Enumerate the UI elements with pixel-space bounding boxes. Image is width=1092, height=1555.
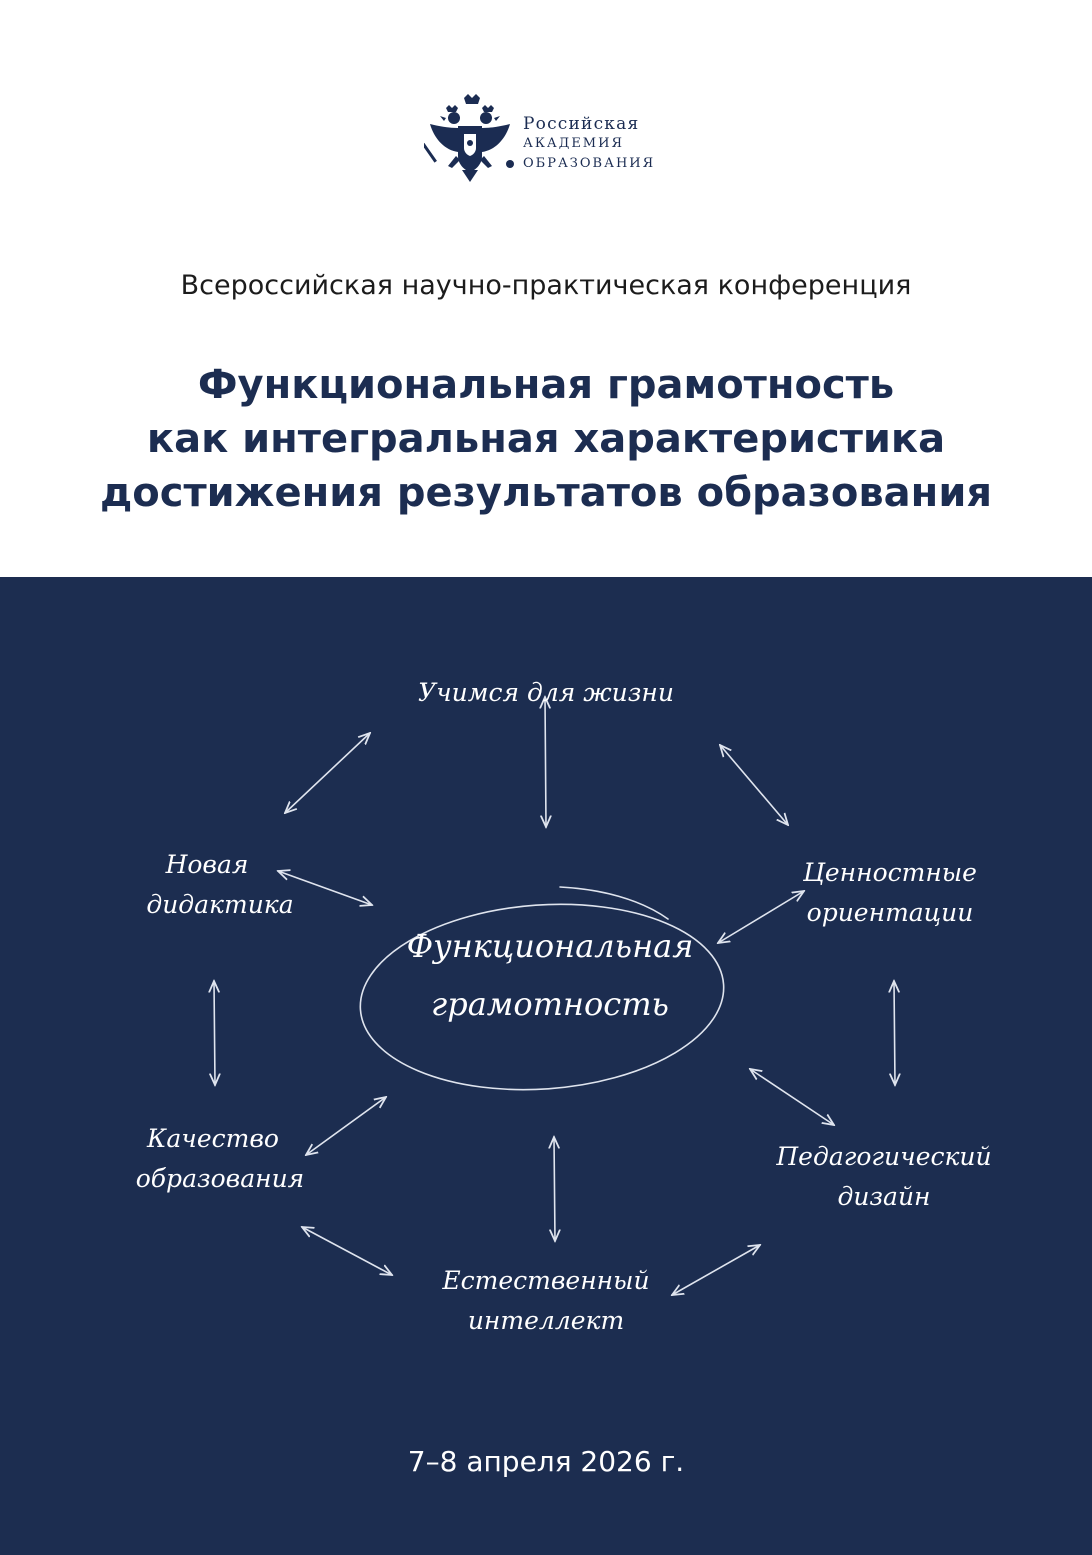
arrow-top-right <box>720 745 788 825</box>
node-label: Качество <box>147 1124 279 1153</box>
arrow-bottom-center <box>554 1137 555 1241</box>
node-label: ориентации <box>806 898 974 927</box>
center-label: грамотность <box>431 985 669 1023</box>
diagram-section <box>0 577 1092 1555</box>
node-label: Педагогический <box>776 1142 992 1171</box>
center-node-functional-literacy <box>360 917 740 1033</box>
academy-name-line: АКАДЕМИЯ <box>523 136 624 151</box>
node-label: Учимся для жизни <box>418 678 674 707</box>
node-pedagogical-design <box>764 1137 1004 1217</box>
ellipse-overshoot <box>560 887 668 919</box>
node-new-didactics <box>120 845 320 925</box>
title-line: достижения результатов образования <box>99 470 993 516</box>
arrow-lower-right-to-center <box>750 1069 834 1125</box>
node-label: Естественный <box>442 1266 650 1295</box>
academy-logo <box>424 94 684 184</box>
node-label: образования <box>135 1164 305 1193</box>
header-section <box>0 0 1092 577</box>
academy-name-line: Российская <box>523 114 640 134</box>
academy-name <box>523 114 693 174</box>
node-label: дизайн <box>837 1182 931 1211</box>
title-line: Функциональная грамотность <box>197 362 895 408</box>
double-headed-eagle-emblem-icon <box>424 94 520 184</box>
node-learning-for-life <box>396 673 696 713</box>
conference-subtitle: Всероссийская научно-практическая конференция <box>180 270 912 301</box>
arrow-top-center <box>545 697 546 827</box>
arrow-right-vertical <box>894 981 895 1085</box>
arrow-bottom-right <box>672 1245 760 1295</box>
center-label: Функциональная <box>406 927 694 965</box>
academy-name-line: ОБРАЗОВАНИЯ <box>523 156 656 171</box>
node-value-orientations <box>780 853 1000 933</box>
concept-diagram-arrows <box>0 577 1092 1555</box>
node-label: Ценностные <box>803 858 977 887</box>
node-label: дидактика <box>146 890 294 919</box>
title-line: как интегральная характеристика <box>146 416 946 462</box>
node-education-quality <box>120 1119 320 1199</box>
node-label: Новая <box>165 850 249 879</box>
conference-date: 7–8 апреля 2026 г. <box>407 1445 685 1478</box>
node-natural-intelligence <box>436 1261 656 1341</box>
node-label: интеллект <box>467 1306 625 1335</box>
arrow-bottom-left <box>302 1227 392 1275</box>
conference-title <box>0 358 1092 520</box>
arrow-top-left <box>285 733 370 813</box>
arrow-left-vertical <box>214 981 215 1085</box>
